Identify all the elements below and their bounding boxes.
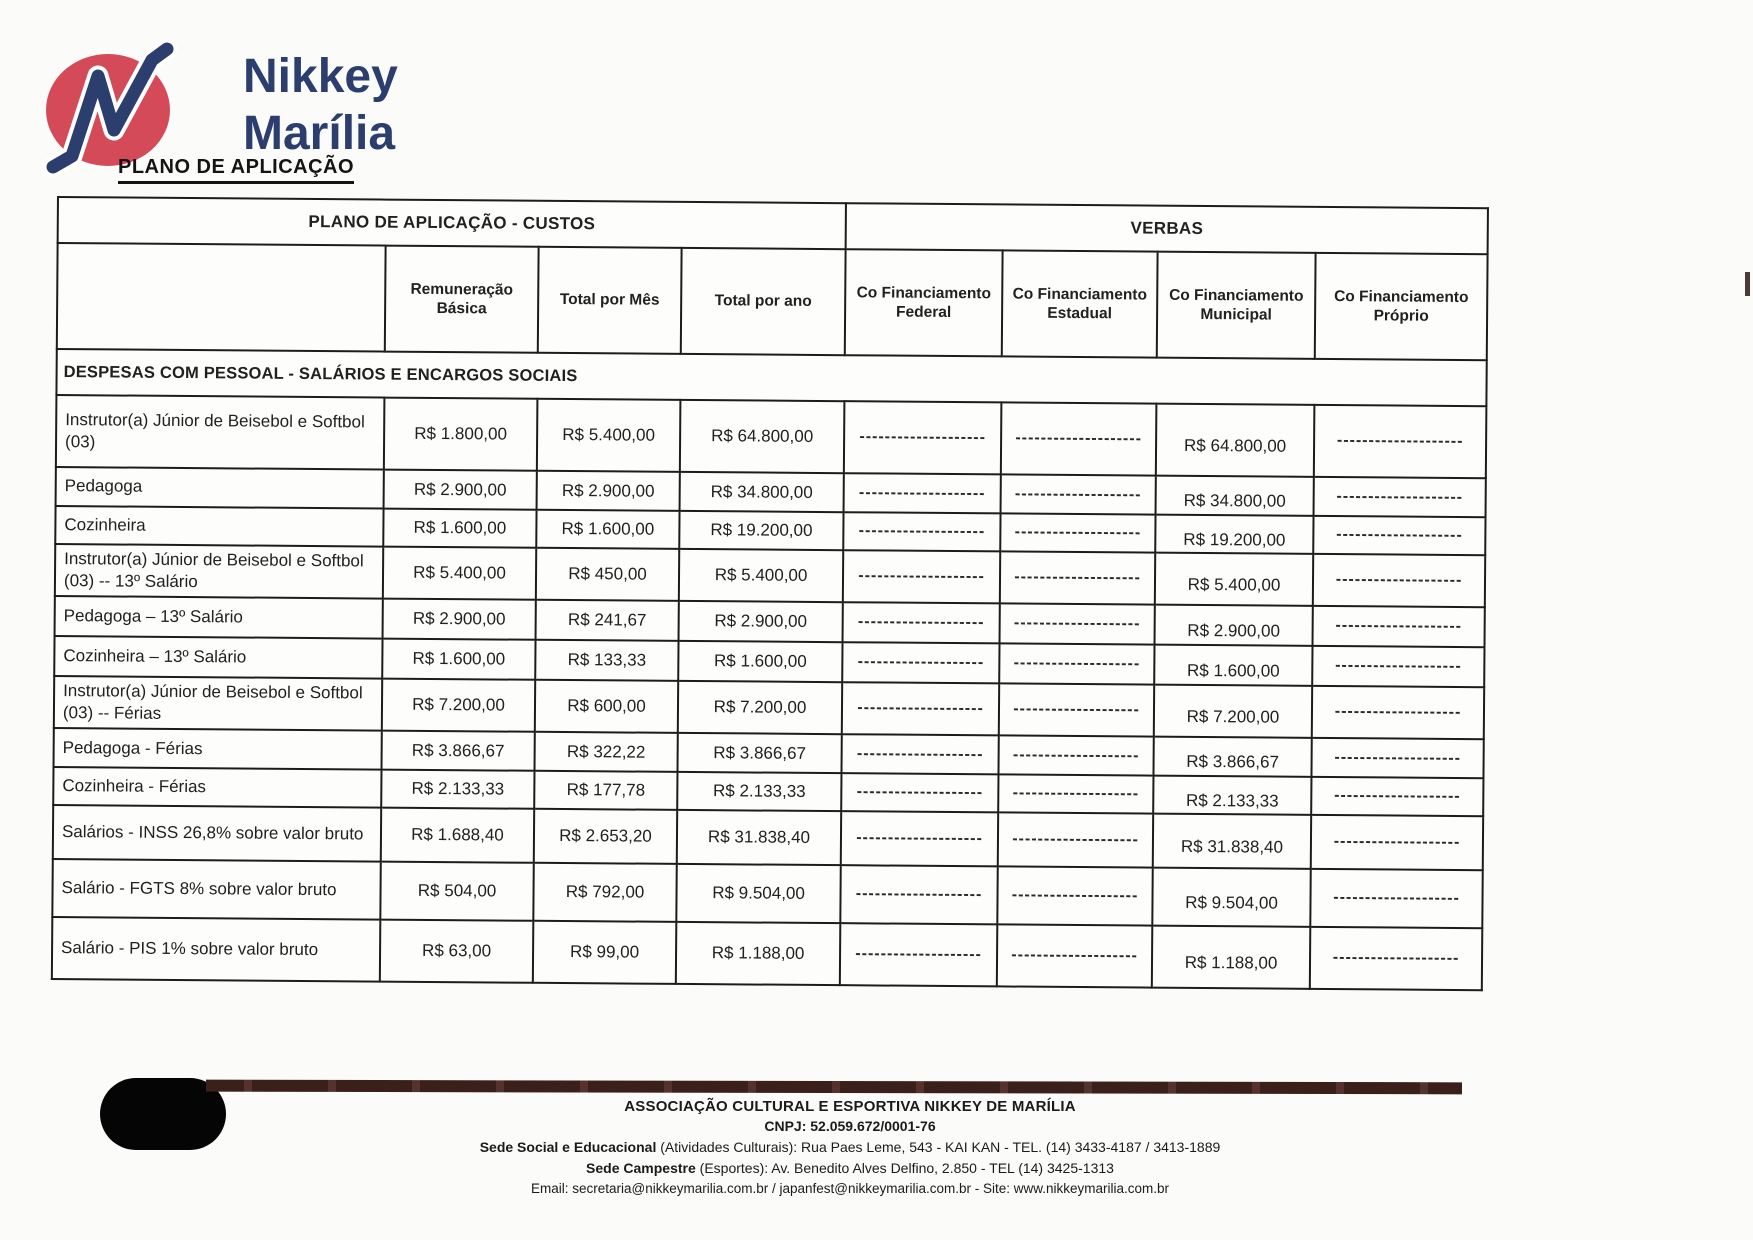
total-ano-cell: R$ 2.133,33 bbox=[677, 772, 841, 811]
cofin-municipal-cell: R$ 64.800,00 bbox=[1156, 404, 1315, 477]
scan-edge-artifact bbox=[1745, 272, 1750, 296]
total-mes-cell: R$ 2.653,20 bbox=[534, 809, 677, 864]
cofin-federal-cell: -------------------- bbox=[843, 602, 1000, 643]
cofin-estadual-cell: -------------------- bbox=[1000, 604, 1155, 645]
footer-sede-campestre-rest: (Esportes): Av. Benedito Alves Delfino, 2.850 - TEL (14) 3425-1313 bbox=[695, 1160, 1114, 1176]
total-mes-cell: R$ 322,22 bbox=[534, 732, 677, 772]
cofin-federal-cell: -------------------- bbox=[841, 812, 998, 867]
remuneracao-basica-cell: R$ 1.600,00 bbox=[383, 509, 536, 548]
cofin-estadual-cell: -------------------- bbox=[1000, 513, 1155, 552]
remuneracao-basica-cell: R$ 2.900,00 bbox=[383, 599, 536, 640]
header-verbas: VERBAS bbox=[846, 203, 1488, 254]
row-label-cell: Cozinheira bbox=[55, 506, 383, 547]
column-header-cofin-municipal: Co Financiamento Municipal bbox=[1157, 252, 1316, 359]
column-header-label bbox=[57, 243, 386, 352]
cofin-federal-cell: -------------------- bbox=[843, 512, 1000, 551]
cofin-proprio-cell: -------------------- bbox=[1314, 477, 1486, 517]
total-ano-cell: R$ 1.600,00 bbox=[678, 641, 842, 682]
table-row bbox=[56, 395, 1487, 478]
nikkey-marilia-logo bbox=[40, 40, 250, 210]
column-header-cofin-federal: Co Financiamento Federal bbox=[845, 249, 1003, 356]
total-mes-cell: R$ 2.900,00 bbox=[537, 471, 680, 511]
footer-contact: Email: secretaria@nikkeymarilia.com.br / japanfest@nikkeymarilia.com.br - Site: www.nikkeymarilia.com.br bbox=[530, 1181, 1170, 1196]
total-ano-cell: R$ 34.800,00 bbox=[680, 472, 844, 512]
column-header-cofin-estadual: Co Financiamento Estadual bbox=[1002, 250, 1158, 357]
cofin-proprio-cell: -------------------- bbox=[1313, 516, 1485, 555]
cofin-proprio-cell: -------------------- bbox=[1312, 738, 1484, 778]
row-label-cell: Pedagoga bbox=[56, 467, 384, 509]
footer-sede-social-rest: (Atividades Culturais): Rua Paes Leme, 543 - KAI KAN - TEL. (14) 3433-4187 / 3413-1889 bbox=[656, 1139, 1221, 1155]
footer-sede-social bbox=[300, 1139, 1400, 1155]
cofin-proprio-cell: -------------------- bbox=[1311, 777, 1483, 816]
row-label-cell: Instrutor(a) Júnior de Beisebol e Softbol (03) -- 13º Salário bbox=[55, 544, 383, 599]
cofin-federal-cell: -------------------- bbox=[841, 774, 998, 813]
row-label-cell: Instrutor(a) Júnior de Beisebol e Softbol (03) -- Férias bbox=[54, 676, 382, 731]
cofin-estadual-cell: -------------------- bbox=[999, 644, 1154, 685]
remuneracao-basica-cell: R$ 5.400,00 bbox=[383, 547, 536, 600]
cofin-federal-cell: -------------------- bbox=[842, 735, 999, 775]
row-label-cell: Salários - INSS 26,8% sobre valor bruto bbox=[53, 805, 381, 862]
row-label-cell: Pedagoga – 13º Salário bbox=[55, 596, 383, 639]
remuneracao-basica-cell: R$ 63,00 bbox=[380, 920, 533, 983]
total-ano-cell: R$ 19.200,00 bbox=[679, 511, 843, 550]
table-body bbox=[52, 395, 1487, 991]
cofin-proprio-cell: -------------------- bbox=[1310, 927, 1483, 990]
total-mes-cell: R$ 177,78 bbox=[534, 771, 677, 810]
total-mes-cell: R$ 133,33 bbox=[535, 640, 678, 681]
cofin-municipal-cell: R$ 5.400,00 bbox=[1155, 553, 1313, 606]
cofin-municipal-cell: R$ 19.200,00 bbox=[1155, 515, 1313, 554]
row-label-cell: Instrutor(a) Júnior de Beisebol e Softbol (03) bbox=[56, 395, 385, 470]
footer-sede-campestre bbox=[300, 1160, 1400, 1176]
cofin-estadual-cell: -------------------- bbox=[999, 736, 1154, 776]
cofin-municipal-cell: R$ 34.800,00 bbox=[1156, 476, 1314, 516]
footer bbox=[300, 1098, 1400, 1196]
cofin-municipal-cell: R$ 9.504,00 bbox=[1152, 868, 1310, 927]
total-mes-cell: R$ 99,00 bbox=[533, 921, 676, 984]
cofin-federal-cell: -------------------- bbox=[842, 642, 999, 683]
column-header-total-ano: Total por ano bbox=[681, 248, 846, 355]
cofin-federal-cell: -------------------- bbox=[840, 924, 997, 987]
cofin-municipal-cell: R$ 1.600,00 bbox=[1154, 645, 1312, 686]
total-ano-cell: R$ 1.188,00 bbox=[676, 922, 841, 985]
cofin-proprio-cell: -------------------- bbox=[1314, 405, 1487, 478]
cofin-federal-cell: -------------------- bbox=[843, 550, 1000, 603]
cofin-estadual-cell: -------------------- bbox=[997, 867, 1152, 926]
cofin-proprio-cell: -------------------- bbox=[1312, 686, 1484, 740]
cofin-estadual-cell: -------------------- bbox=[1001, 474, 1156, 514]
plan-table-wrap bbox=[51, 196, 1489, 992]
remuneracao-basica-cell: R$ 1.688,40 bbox=[381, 808, 534, 863]
table-row bbox=[52, 917, 1483, 990]
total-ano-cell: R$ 7.200,00 bbox=[678, 681, 842, 734]
remuneracao-basica-cell: R$ 2.133,33 bbox=[381, 770, 534, 809]
column-header-total-mes: Total por Mês bbox=[538, 247, 682, 354]
footer-sede-campestre-bold: Sede Campestre bbox=[586, 1160, 696, 1176]
logo-wordmark bbox=[243, 48, 398, 162]
row-label-cell: Pedagoga - Férias bbox=[54, 728, 382, 770]
logo-n-swoosh-icon bbox=[40, 40, 250, 210]
logo-wordmark-line1: Nikkey bbox=[243, 50, 398, 103]
cofin-estadual-cell: -------------------- bbox=[998, 813, 1153, 868]
remuneracao-basica-cell: R$ 7.200,00 bbox=[382, 679, 535, 732]
cofin-federal-cell: -------------------- bbox=[842, 682, 999, 735]
header-custos: PLANO DE APLICAÇÃO - CUSTOS bbox=[58, 197, 846, 249]
row-label-cell: Cozinheira - Férias bbox=[53, 767, 381, 808]
remuneracao-basica-cell: R$ 504,00 bbox=[380, 862, 533, 921]
footer-sede-social-bold: Sede Social e Educacional bbox=[479, 1139, 657, 1155]
cofin-municipal-cell: R$ 2.133,33 bbox=[1153, 776, 1311, 815]
column-header-cofin-proprio: Co Financiamento Próprio bbox=[1315, 253, 1488, 360]
cofin-estadual-cell: -------------------- bbox=[997, 925, 1152, 988]
total-mes-cell: R$ 241,67 bbox=[536, 600, 679, 641]
row-label-cell: Salário - PIS 1% sobre valor bruto bbox=[52, 917, 380, 982]
cofin-proprio-cell: -------------------- bbox=[1313, 554, 1485, 608]
cofin-federal-cell: -------------------- bbox=[840, 866, 997, 925]
logo-wordmark-line2: Marília bbox=[243, 107, 396, 160]
cofin-municipal-cell: R$ 2.900,00 bbox=[1155, 605, 1313, 646]
cofin-proprio-cell: -------------------- bbox=[1311, 815, 1483, 870]
cofin-estadual-cell: -------------------- bbox=[1001, 402, 1157, 475]
table-column-header-row bbox=[57, 243, 1488, 360]
footer-org-name: ASSOCIAÇÃO CULTURAL E ESPORTIVA NIKKEY DE MARÍLIA bbox=[624, 1098, 1076, 1115]
cofin-estadual-cell: -------------------- bbox=[999, 684, 1154, 737]
cofin-proprio-cell: -------------------- bbox=[1310, 869, 1482, 928]
total-mes-cell: R$ 5.400,00 bbox=[537, 399, 681, 472]
cofin-estadual-cell: -------------------- bbox=[998, 775, 1153, 814]
total-ano-cell: R$ 5.400,00 bbox=[679, 549, 843, 602]
remuneracao-basica-cell: R$ 1.800,00 bbox=[384, 398, 538, 471]
cofin-estadual-cell: -------------------- bbox=[1000, 551, 1155, 604]
footer-cnpj: CNPJ: 52.059.672/0001-76 bbox=[764, 1118, 936, 1134]
cofin-federal-cell: -------------------- bbox=[844, 473, 1001, 513]
cofin-proprio-cell: -------------------- bbox=[1312, 646, 1484, 687]
remuneracao-basica-cell: R$ 1.600,00 bbox=[382, 639, 535, 680]
total-ano-cell: R$ 9.504,00 bbox=[676, 864, 840, 923]
total-ano-cell: R$ 64.800,00 bbox=[680, 400, 845, 473]
page-title: PLANO DE APLICAÇÃO bbox=[118, 156, 354, 184]
total-mes-cell: R$ 1.600,00 bbox=[536, 510, 679, 549]
cofin-municipal-cell: R$ 1.188,00 bbox=[1152, 926, 1310, 989]
remuneracao-basica-cell: R$ 2.900,00 bbox=[384, 470, 537, 510]
cofin-municipal-cell: R$ 3.866,67 bbox=[1154, 737, 1312, 777]
plan-table bbox=[51, 196, 1489, 992]
total-mes-cell: R$ 792,00 bbox=[533, 863, 676, 922]
cofin-municipal-cell: R$ 31.838,40 bbox=[1153, 814, 1311, 869]
row-label-cell: Cozinheira – 13º Salário bbox=[54, 636, 382, 679]
cofin-municipal-cell: R$ 7.200,00 bbox=[1154, 685, 1312, 738]
total-ano-cell: R$ 2.900,00 bbox=[679, 601, 843, 642]
cofin-proprio-cell: -------------------- bbox=[1313, 606, 1485, 647]
total-ano-cell: R$ 31.838,40 bbox=[677, 810, 841, 865]
section-header-despesas: DESPESAS COM PESSOAL - SALÁRIOS E ENCARGOS SOCIAIS bbox=[56, 349, 1486, 406]
remuneracao-basica-cell: R$ 3.866,67 bbox=[382, 731, 535, 771]
column-header-remuneracao-basica: Remuneração Básica bbox=[385, 246, 539, 353]
cofin-federal-cell: -------------------- bbox=[844, 401, 1002, 474]
total-mes-cell: R$ 450,00 bbox=[536, 548, 679, 601]
row-label-cell: Salário - FGTS 8% sobre valor bruto bbox=[52, 859, 380, 920]
total-mes-cell: R$ 600,00 bbox=[535, 680, 678, 733]
scan-divider-bar bbox=[206, 1080, 1462, 1095]
total-ano-cell: R$ 3.866,67 bbox=[677, 733, 841, 773]
